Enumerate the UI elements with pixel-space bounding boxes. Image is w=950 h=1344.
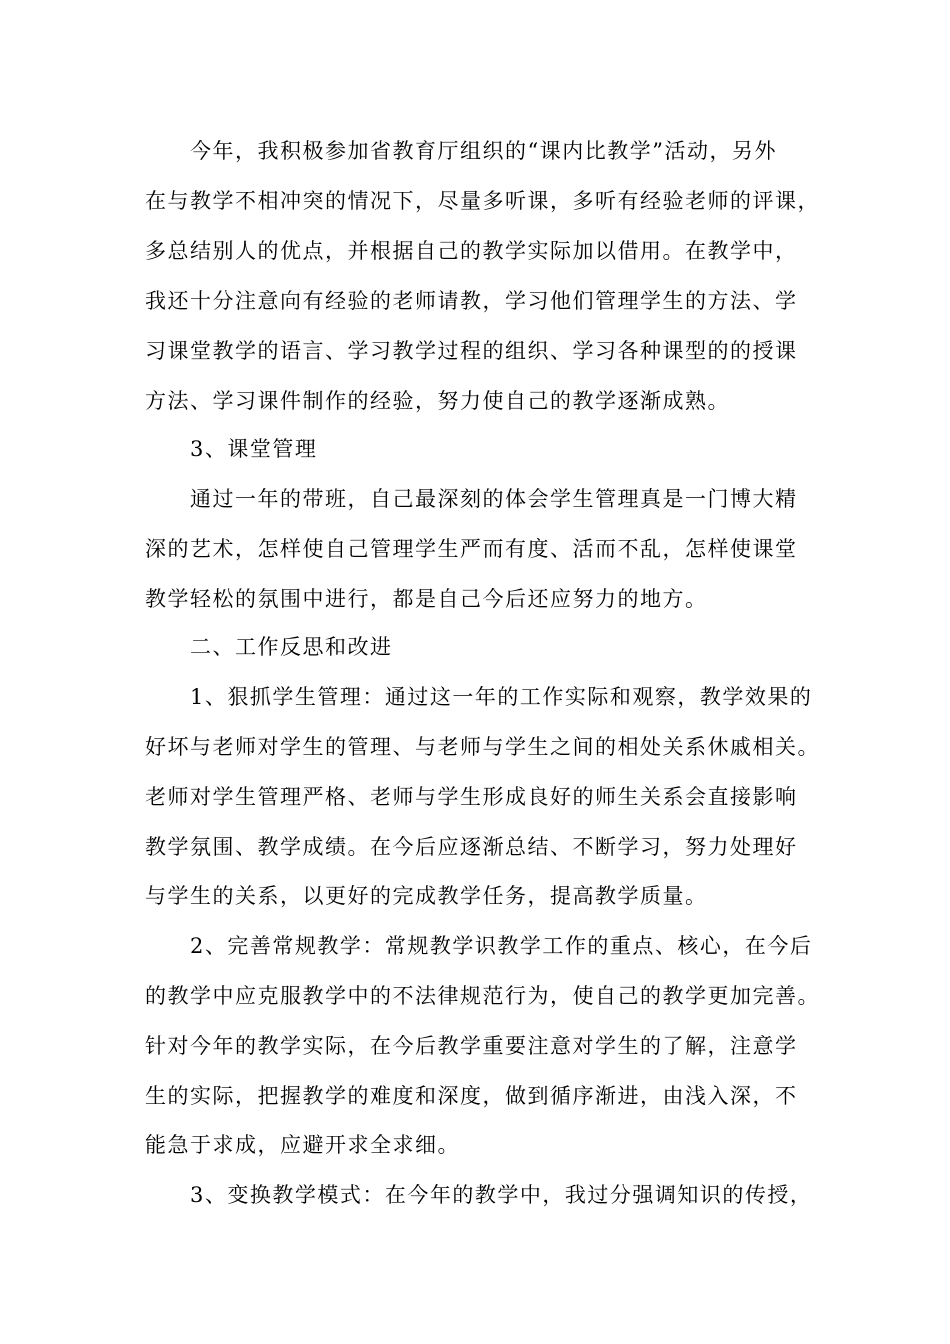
paragraph-line: 教学轻松的氛围中进行，都是自己今后还应努力的地方。 <box>145 587 708 611</box>
paragraph-line: 习课堂教学的语言、学习教学过程的组织、学习各种课型的的授课 <box>145 339 798 363</box>
paragraph-line: 的教学中应克服教学中的不法律规范行为，使自己的教学更加完善。 <box>145 984 820 1008</box>
paragraph-line: 教学氛围、教学成绩。在今后应逐渐总结、不断学习，努力处理好 <box>145 835 798 859</box>
section-heading: 3、课堂管理 <box>190 437 318 461</box>
paragraph-line: 好坏与老师对学生的管理、与老师与学生之间的相处关系休戚相关。 <box>145 735 820 759</box>
paragraph-line: 通过一年的带班，自己最深刻的体会学生管理真是一门博大精 <box>190 487 798 511</box>
paragraph-line: 老师对学生管理严格、老师与学生形成良好的师生关系会直接影响 <box>145 785 798 809</box>
paragraph-line: 与学生的关系，以更好的完成教学任务，提高教学质量。 <box>145 884 708 908</box>
paragraph-line: 能急于求成，应避开求全求细。 <box>145 1133 460 1157</box>
paragraph-line: 多总结别人的优点，并根据自己的教学实际加以借用。在教学中， <box>145 239 798 263</box>
paragraph-line: 我还十分注意向有经验的老师请教，学习他们管理学生的方法、学 <box>145 289 798 313</box>
paragraph-line: 3、变换教学模式：在今年的教学中，我过分强调知识的传授， <box>190 1183 813 1207</box>
paragraph-line: 生的实际，把握教学的难度和深度，做到循序渐进，由浅入深，不 <box>145 1084 798 1108</box>
paragraph-line: 深的艺术，怎样使自己管理学生严而有度、活而不乱，怎样使课堂 <box>145 537 798 561</box>
paragraph-line: 方法、学习课件制作的经验，努力使自己的教学逐渐成熟。 <box>145 389 730 413</box>
paragraph-line: 今年，我积极参加省教育厅组织的“课内比教学”活动，另外 <box>190 139 777 163</box>
paragraph-line: 1、狠抓学生管理：通过这一年的工作实际和观察，教学效果的 <box>190 685 813 709</box>
paragraph-line: 针对今年的教学实际，在今后教学重要注意对学生的了解，注意学 <box>145 1034 798 1058</box>
paragraph-line: 在与教学不相冲突的情况下，尽量多听课，多听有经验老师的评课， <box>145 189 820 213</box>
paragraph-line: 2、完善常规教学：常规教学识教学工作的重点、核心，在今后 <box>190 934 813 958</box>
section-heading: 二、工作反思和改进 <box>190 635 393 659</box>
